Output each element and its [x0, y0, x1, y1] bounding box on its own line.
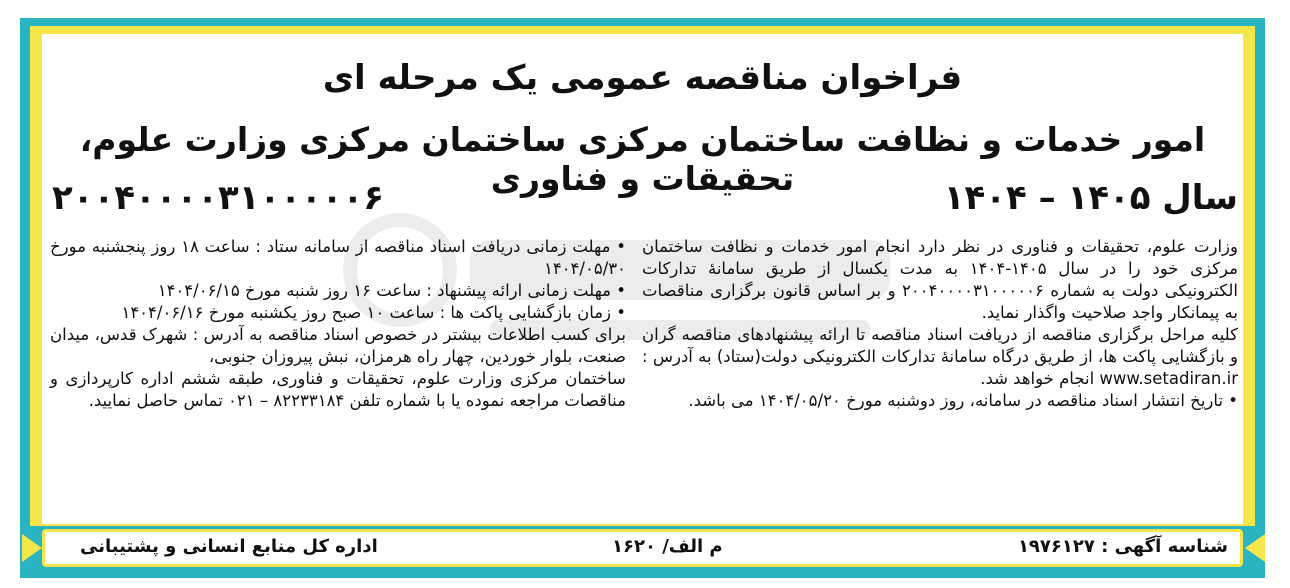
footer-left-arrow-icon	[22, 534, 42, 562]
department-name: اداره کل منابع انسانی و پشتیبانی	[80, 536, 378, 557]
document-deadline-item: • مهلت زمانی دریافت اسناد مناقصه از سامانه ستاد : ساعت ۱۸ روز پنجشنبه مورخ ۱۴۰۴/۰۵/۳۰	[50, 237, 627, 278]
opening-time-item: • زمان بازگشایی پاکت ها : ساعت ۱۰ صبح روز یکشنبه مورخ ۱۴۰۴/۰۶/۱۶	[121, 303, 626, 322]
page-subtitle: امور خدمات و نظافت ساختمان مرکزی ساختمان مرکزی وزارت علوم، تحقیقات و فناوری	[79, 120, 1206, 198]
page-title: فراخوان مناقصه عمومی یک مرحله ای	[322, 58, 963, 98]
footer-right-arrow-icon	[1245, 534, 1265, 562]
tender-code: ۲۰۰۴۰۰۰۰۳۱۰۰۰۰۰۶	[52, 178, 385, 218]
ad-id: شناسه آگهی : ۱۹۷۶۱۲۷	[1017, 536, 1228, 557]
setad-url-link[interactable]: www.setadiran.ir	[1099, 369, 1238, 388]
contact-text: ساختمان مرکزی وزارت علوم، تحقیقات و فناوری، طبقه ششم اداره کارپردازی و مناقصات مراجعه نموده یا با شماره تلفن ۸۲۲۳۳۱۸۴ – ۰۲۱ تماس حاصل نمایید.	[50, 369, 626, 410]
publish-date-item: • تاریخ انتشار اسناد مناقصه در سامانه، روز دوشنبه مورخ ۱۴۰۴/۰۵/۲۰ می باشد.	[688, 391, 1238, 410]
address-text: برای کسب اطلاعات بیشتر در خصوص اسناد مناقصه به آدرس : شهرک قدس، میدان صنعت، بلوار خوردین، چهار راه هرمزان، نبش پیروزان جنوبی،	[50, 325, 626, 366]
left-column	[50, 236, 626, 412]
ad-code: م الف/ ۱۶۲۰	[612, 536, 723, 557]
right-column	[642, 236, 1238, 412]
process-paragraph	[642, 324, 1238, 390]
process-text-end: انجام خواهد شد.	[980, 369, 1095, 388]
fiscal-year: سال ۱۴۰۵ – ۱۴۰۴	[943, 178, 1238, 218]
bid-deadline-item: • مهلت زمانی ارائه پیشنهاد : ساعت ۱۶ روز شنبه مورخ ۱۴۰۴/۰۶/۱۵	[157, 281, 626, 300]
process-text: کلیه مراحل برگزاری مناقصه از دریافت اسناد مناقصه تا ارائه پیشنهادهای مناقصه گران و بازگشایی پاکت ها، از طریق درگاه سامانهٔ تدارکات الکترونیکی دولت(ستاد) به آدرس :	[642, 325, 1238, 366]
intro-paragraph: وزارت علوم، تحقیقات و فناوری در نظر دارد انجام امور خدمات و نظافت ساختمان مرکزی خود را در سال ۱۴۰۵-۱۴۰۴ به مدت یکسال از طریق سامانهٔ تدارکات الکترونیکی دولت به شماره ۲۰۰۴۰۰۰۰۳۱۰۰۰۰۰۶ و بر اساس قانون برگزاری مناقصات به پیمانکار واجد صلاحیت واگذار نماید.	[642, 237, 1238, 322]
